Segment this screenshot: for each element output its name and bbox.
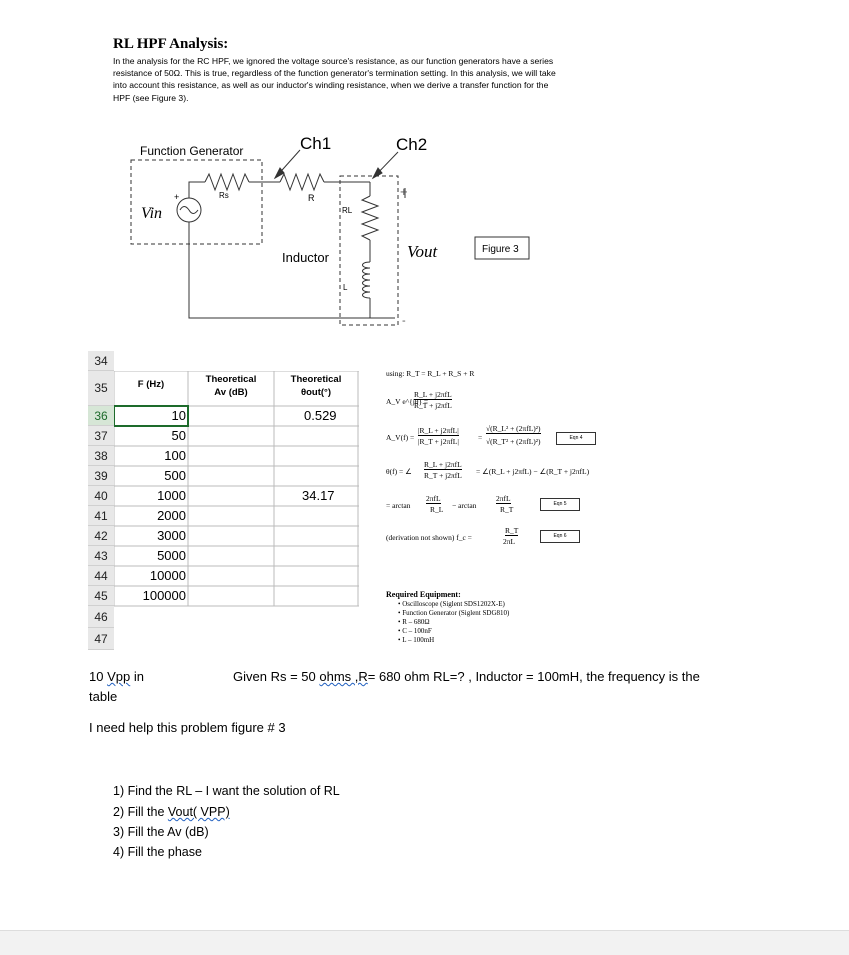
row-number[interactable]: 39 (88, 466, 114, 486)
rs-resistor (205, 174, 249, 190)
row-number[interactable]: 44 (88, 566, 114, 586)
eq-using: using: R_T = R_L + R_S + R (386, 369, 475, 378)
equipment-item: • C – 100nF (398, 627, 432, 635)
generator-box (131, 160, 262, 244)
row-number[interactable]: 43 (88, 546, 114, 566)
equipment-item: • L – 100mH (398, 636, 435, 644)
vin-label: Vin (141, 205, 163, 222)
header-phase-line2: θout(°) (300, 387, 332, 398)
freq-cell[interactable]: 10 (171, 408, 186, 423)
question-3: 3) Fill the Av (dB) (113, 825, 209, 839)
equipment-item: • Function Generator (Siglent SDG810) (398, 609, 510, 617)
equipment-heading: Required Equipment: (386, 590, 461, 599)
freq-cell[interactable]: 50 (171, 428, 186, 443)
eq-mag-den: |R_T + j2πfL| (418, 437, 459, 446)
equipment-item: • Oscilloscope (Siglent SDS1202X-E) (398, 600, 505, 608)
r-resistor (280, 174, 324, 190)
vout-label: Vout (407, 242, 438, 261)
eq-arctan2: − arctan (452, 501, 477, 510)
rs-label: Rs (219, 191, 229, 200)
eq-arctan1: = arctan (386, 501, 411, 510)
figure-label: Figure 3 (482, 244, 519, 255)
inductor-coil (363, 262, 371, 298)
eq-at-num2: 2πfL (496, 494, 511, 503)
vout-minus: - (402, 315, 406, 327)
rl-label: RL (342, 206, 353, 215)
eq-mag-equals: = (478, 433, 483, 442)
row-number[interactable]: 46 (88, 606, 114, 628)
header-av-line1: Theoretical (205, 374, 257, 385)
eq-tf-lhs: A_V e^{jθ} = (386, 397, 429, 406)
page-title: RL HPF Analysis: (113, 36, 229, 52)
freq-cell[interactable]: 5000 (157, 548, 186, 563)
question-1: 1) Find the RL – I want the solution of RL (113, 784, 340, 798)
row-number[interactable]: 42 (88, 526, 114, 546)
freq-cell[interactable]: 3000 (157, 528, 186, 543)
question-2: 2) Fill the Vout( VPP) (113, 805, 230, 819)
required-equipment (386, 590, 509, 645)
help-text: I need help this problem figure # 3 (89, 720, 286, 735)
eq-fc-text: (derivation not shown) f_c = (386, 533, 472, 542)
eq-fc-den: 2πL (503, 537, 516, 546)
r-label: R (308, 193, 315, 203)
eq-at-den1: R_L (430, 505, 444, 514)
ch2-label: Ch2 (396, 135, 428, 154)
given-values: Given Rs = 50 ohms ,R= 680 ohm RL=? , Inductor = 100mH, the frequency is the (233, 669, 700, 684)
phase-cell[interactable]: 34.17 (302, 488, 335, 503)
freq-cell[interactable]: 500 (164, 468, 186, 483)
row-number[interactable]: 36 (88, 406, 114, 426)
question-4: 4) Fill the phase (113, 845, 202, 859)
row-number[interactable]: 38 (88, 446, 114, 466)
plus-sign: + (174, 192, 180, 202)
eq-at-den2: R_T (500, 505, 514, 514)
l-label: L (343, 283, 348, 292)
inductor-box (340, 176, 398, 325)
function-generator-label: Function Generator (140, 144, 244, 158)
header-phase-line1: Theoretical (290, 374, 342, 385)
intro-paragraph: In the analysis for the RC HPF, we ignored the voltage source's resistance, as our function generators have a series resistance of 50Ω. This is true, regardless of the function generator's termination setting. In this analysis, we will take into account this resistance, as well as our inductor's winding resistance, when we derive a transfer function for the HPF (see Figure 3). (113, 56, 556, 103)
eq-phase-den: R_T + j2πfL (424, 471, 462, 480)
row-number[interactable]: 45 (88, 586, 114, 606)
vout-plus: + (400, 184, 408, 199)
freq-cell[interactable]: 1000 (157, 488, 186, 503)
eq-mag-num: |R_L + j2πfL| (418, 426, 459, 435)
vpp-note: 10 Vpp in (89, 669, 144, 684)
row-number[interactable]: 40 (88, 486, 114, 506)
eq-phase-num: R_L + j2πfL (424, 460, 462, 469)
freq-cell[interactable]: 10000 (149, 568, 186, 583)
sine-icon (180, 207, 198, 214)
eq-at-num1: 2πfL (426, 494, 441, 503)
eq-tf-num: R_L + j2πfL (414, 390, 452, 399)
eqn5-box: Eqn 5 (540, 498, 580, 511)
row-number[interactable]: 35 (88, 371, 114, 406)
eq-fc-num: R_T (505, 526, 519, 535)
ch1-label: Ch1 (300, 134, 332, 153)
spreadsheet (88, 351, 358, 651)
equipment-item: • R – 680Ω (398, 618, 430, 626)
circuit-diagram (0, 0, 849, 360)
freq-cell[interactable]: 2000 (157, 508, 186, 523)
row-number[interactable]: 47 (88, 628, 114, 650)
inductor-label: Inductor (282, 250, 329, 265)
freq-cell[interactable]: 100000 (142, 588, 186, 603)
eq-phase-rhs: = ∠(R_L + j2πfL) − ∠(R_T + j2πfL) (476, 467, 590, 476)
rl-resistor (362, 196, 378, 240)
header-frequency: F (Hz) (137, 379, 165, 390)
header-av-line2: Av (dB) (214, 387, 248, 398)
phase-cell[interactable]: 0.529 (304, 408, 337, 423)
bottom-bar (0, 930, 849, 955)
row-number[interactable]: 34 (88, 351, 114, 371)
eq-mag-lhs: A_V(f) = (386, 433, 415, 442)
eq-mag-den2: √(R_T² + (2πfL)²) (486, 437, 541, 446)
eqn4-box: Eqn 4 (556, 432, 596, 445)
row-number[interactable]: 41 (88, 506, 114, 526)
eq-tf-den: R_T + j2πfL (414, 401, 452, 410)
eq-mag-num2: √(R_L² + (2πfL)²) (486, 424, 541, 433)
table-word: table (89, 689, 118, 704)
row-number[interactable]: 37 (88, 426, 114, 446)
eqn6-box: Eqn 6 (540, 530, 580, 543)
eq-phase-lhs: θ(f) = ∠ (386, 467, 412, 476)
freq-cell[interactable]: 100 (164, 448, 186, 463)
